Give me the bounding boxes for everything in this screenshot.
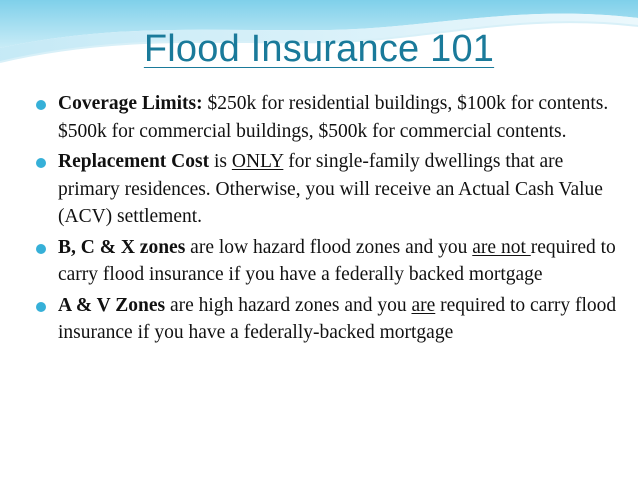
bullet-text: $250k for residential buildings, $100k for contents. $500k for commercial buildings, $500k for commercial contents.	[58, 93, 609, 142]
bullet-term: Replacement Cost	[58, 151, 210, 172]
bullet-text: required to carry flood insurance if you have a federally-backed mortgage	[58, 294, 617, 343]
bullet-dot-icon	[36, 244, 46, 254]
bullet-text: for single-family dwellings that are primary residences. Otherwise, you will receive an Actual Cash Value (ACV) settlement.	[58, 151, 603, 227]
bullet-item-coverage-limits	[36, 90, 621, 145]
bullet-text: is	[209, 151, 232, 172]
bullet-term: A & V Zones	[58, 294, 166, 316]
bullet-text: required to carry flood insurance if you have a federally backed mortgage	[58, 236, 616, 285]
bullet-item-av-zones	[36, 292, 621, 347]
bullet-emphasis: are not	[472, 236, 531, 258]
bullet-text: are low hazard flood zones and you	[185, 236, 473, 258]
bullet-term: B, C & X zones	[58, 236, 186, 258]
slide-title: Flood Insurance 101	[143, 28, 495, 70]
bullet-emphasis: are	[411, 294, 436, 316]
bullet-dot-icon	[36, 302, 46, 312]
bullet-term: Coverage Limits:	[58, 93, 203, 114]
bullet-item-replacement-cost	[36, 148, 621, 231]
bullet-list	[36, 90, 621, 350]
bullet-dot-icon	[36, 100, 46, 110]
bullet-dot-icon	[36, 158, 46, 168]
bullet-text: are high hazard zones and you	[165, 294, 412, 316]
bullet-item-bcx-zones	[36, 234, 621, 289]
bullet-emphasis: ONLY	[231, 151, 284, 172]
